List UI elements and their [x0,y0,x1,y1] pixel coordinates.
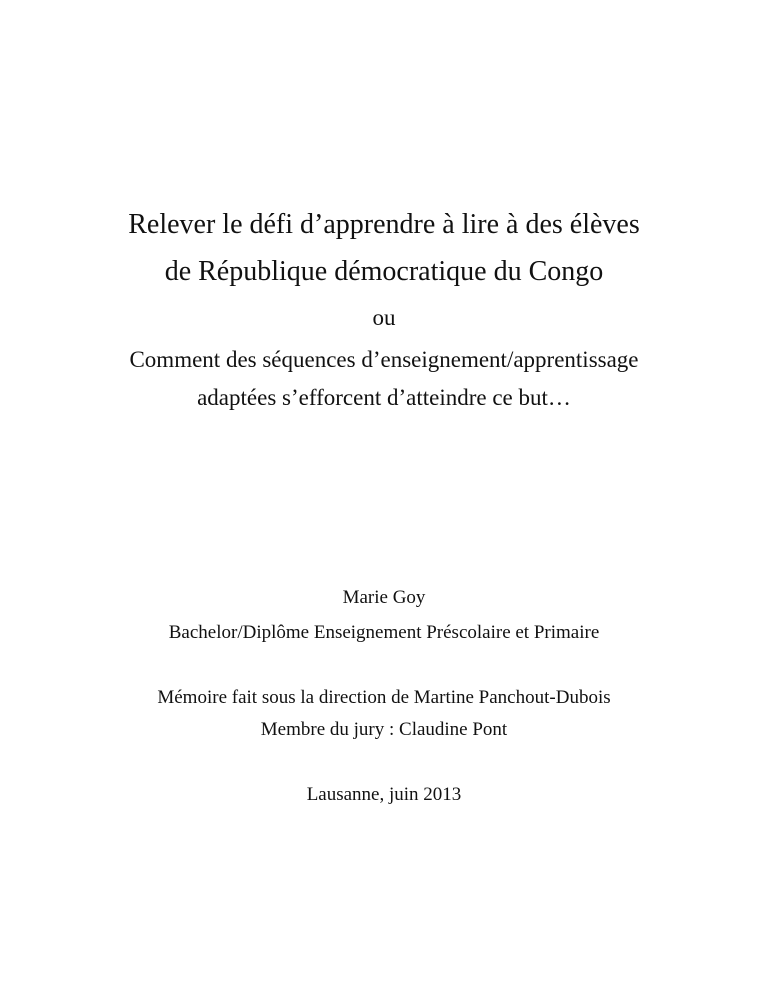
place-and-date: Lausanne, juin 2013 [306,784,462,805]
jury-member-credit: Membre du jury : Claudine Pont [260,719,508,740]
author-name: Marie Goy [342,587,426,608]
title-connector-word: ou [372,305,396,330]
document-subtitle-line-1: Comment des séquences d’enseignement/apprentissage [129,347,639,372]
document-title-line-1: Relever le défi d’apprendre à lire à des élèves [128,209,640,240]
document-title-line-2: de République démocratique du Congo [164,256,604,287]
supervisor-credit: Mémoire fait sous la direction de Martine Panchout-Dubois [157,687,611,708]
author-degree-program: Bachelor/Diplôme Enseignement Préscolaire et Primaire [168,622,600,643]
document-subtitle-line-2: adaptées s’efforcent d’atteindre ce but… [197,385,571,410]
